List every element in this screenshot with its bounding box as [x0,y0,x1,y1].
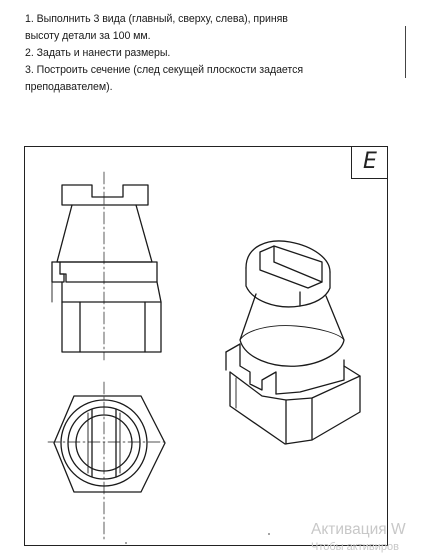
iso-head-right [300,272,330,306]
front-view-neck-right [157,282,161,302]
task-line-5: преподавателем). [25,81,113,93]
front-view-cone [57,205,152,262]
iso-step-front [276,360,344,394]
iso-hex-top-edge [286,376,360,400]
variant-label-box [351,147,387,179]
windows-activation-watermark [311,521,406,555]
top-view-hexagon [54,396,165,492]
iso-step-left [226,344,276,394]
watermark-subtitle: Чтобы активиров [311,541,399,553]
front-view-slotted-head [62,185,148,205]
front-view-base-band [52,262,157,282]
task-line-1: 1. Выполнить 3 вида (главный, сверху, слева), приняв [25,13,288,25]
watermark-title: Активация W [311,521,406,538]
task-line-3: 2. Задать и нанести размеры. [25,47,171,59]
front-view-step-left [52,262,64,282]
iso-slot-floor [274,262,322,282]
isometric-view [226,241,360,444]
iso-hex-left-face [230,372,286,444]
scan-speck [125,542,127,544]
iso-slot [260,246,322,288]
top-view [48,382,166,540]
scan-speck [268,533,270,535]
task-line-4: 3. Построить сечение (след секущей плоскости задается [25,64,304,76]
iso-cone-base-edge [240,326,344,340]
front-view-hex-body [62,302,161,352]
task-line-2: высоту детали за 100 мм. [25,30,151,42]
front-view [52,172,161,360]
variant-letter: Е [363,149,377,174]
